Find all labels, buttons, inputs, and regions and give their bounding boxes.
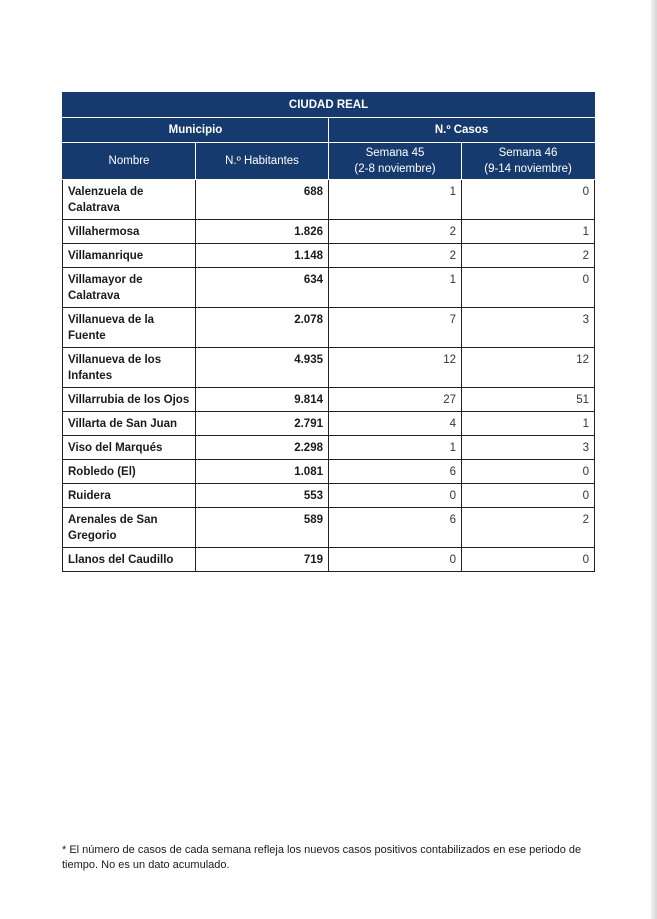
table-row bbox=[63, 268, 595, 308]
column-header-semana46 bbox=[462, 143, 595, 180]
municipio-name: Valenzuela de Calatrava bbox=[63, 180, 196, 220]
municipio-name: Villarrubia de los Ojos bbox=[63, 388, 196, 412]
page-edge bbox=[651, 0, 657, 919]
semana46-range: (9-14 noviembre) bbox=[484, 163, 572, 175]
semana46-cell: 0 bbox=[462, 460, 595, 484]
habitantes-cell: 1.826 bbox=[196, 220, 329, 244]
semana45-cell: 6 bbox=[329, 460, 462, 484]
semana45-cell: 1 bbox=[329, 180, 462, 220]
habitantes-cell: 634 bbox=[196, 268, 329, 308]
footnote: * El número de casos de cada semana refleja los nuevos casos positivos contabilizados en ese periodo de tiempo. No es un dato acumulado. bbox=[62, 844, 582, 871]
semana46-cell: 1 bbox=[462, 412, 595, 436]
habitantes-cell: 1.081 bbox=[196, 460, 329, 484]
semana46-cell: 1 bbox=[462, 220, 595, 244]
cases-table bbox=[62, 92, 595, 572]
habitantes-cell: 1.148 bbox=[196, 244, 329, 268]
municipio-name: Viso del Marqués bbox=[63, 436, 196, 460]
habitantes-cell: 4.935 bbox=[196, 348, 329, 388]
semana46-cell: 2 bbox=[462, 244, 595, 268]
table-row bbox=[63, 548, 595, 572]
semana46-cell: 0 bbox=[462, 484, 595, 508]
table-row bbox=[63, 484, 595, 508]
semana45-range: (2-8 noviembre) bbox=[354, 163, 436, 175]
table-row bbox=[63, 388, 595, 412]
semana46-label: Semana 46 bbox=[498, 147, 558, 159]
semana45-cell: 6 bbox=[329, 508, 462, 548]
semana46-cell: 0 bbox=[462, 268, 595, 308]
table-row bbox=[63, 436, 595, 460]
semana46-cell: 12 bbox=[462, 348, 595, 388]
table-row bbox=[63, 220, 595, 244]
semana46-cell: 51 bbox=[462, 388, 595, 412]
table-row bbox=[63, 412, 595, 436]
habitantes-cell: 719 bbox=[196, 548, 329, 572]
semana45-label: Semana 45 bbox=[365, 147, 425, 159]
municipio-name: Villanueva de los Infantes bbox=[63, 348, 196, 388]
habitantes-cell: 2.078 bbox=[196, 308, 329, 348]
column-header-nombre: Nombre bbox=[63, 143, 196, 180]
column-header-habitantes: N.º Habitantes bbox=[196, 143, 329, 180]
semana45-cell: 0 bbox=[329, 484, 462, 508]
habitantes-cell: 688 bbox=[196, 180, 329, 220]
habitantes-cell: 2.298 bbox=[196, 436, 329, 460]
habitantes-cell: 2.791 bbox=[196, 412, 329, 436]
semana45-cell: 2 bbox=[329, 220, 462, 244]
semana46-cell: 3 bbox=[462, 436, 595, 460]
municipio-name: Arenales de San Gregorio bbox=[63, 508, 196, 548]
semana46-cell: 3 bbox=[462, 308, 595, 348]
semana45-cell: 12 bbox=[329, 348, 462, 388]
semana46-cell: 0 bbox=[462, 548, 595, 572]
habitantes-cell: 9.814 bbox=[196, 388, 329, 412]
municipio-name: Robledo (El) bbox=[63, 460, 196, 484]
column-header-semana45 bbox=[329, 143, 462, 180]
municipio-name: Villamayor de Calatrava bbox=[63, 268, 196, 308]
semana45-cell: 4 bbox=[329, 412, 462, 436]
table-title: CIUDAD REAL bbox=[63, 93, 595, 118]
municipio-name: Llanos del Caudillo bbox=[63, 548, 196, 572]
municipio-name: Villahermosa bbox=[63, 220, 196, 244]
semana45-cell: 1 bbox=[329, 436, 462, 460]
semana46-cell: 2 bbox=[462, 508, 595, 548]
habitantes-cell: 589 bbox=[196, 508, 329, 548]
table-body bbox=[63, 180, 595, 572]
table-row bbox=[63, 508, 595, 548]
semana45-cell: 27 bbox=[329, 388, 462, 412]
table-row bbox=[63, 180, 595, 220]
table-row bbox=[63, 244, 595, 268]
table-row bbox=[63, 460, 595, 484]
semana46-cell: 0 bbox=[462, 180, 595, 220]
semana45-cell: 7 bbox=[329, 308, 462, 348]
semana45-cell: 2 bbox=[329, 244, 462, 268]
municipio-name: Villarta de San Juan bbox=[63, 412, 196, 436]
municipio-name: Ruidera bbox=[63, 484, 196, 508]
municipio-name: Villanueva de la Fuente bbox=[63, 308, 196, 348]
group-header-municipio: Municipio bbox=[63, 118, 329, 143]
semana45-cell: 0 bbox=[329, 548, 462, 572]
table-row bbox=[63, 348, 595, 388]
habitantes-cell: 553 bbox=[196, 484, 329, 508]
table-row bbox=[63, 308, 595, 348]
municipio-name: Villamanrique bbox=[63, 244, 196, 268]
group-header-casos: N.º Casos bbox=[329, 118, 595, 143]
semana45-cell: 1 bbox=[329, 268, 462, 308]
